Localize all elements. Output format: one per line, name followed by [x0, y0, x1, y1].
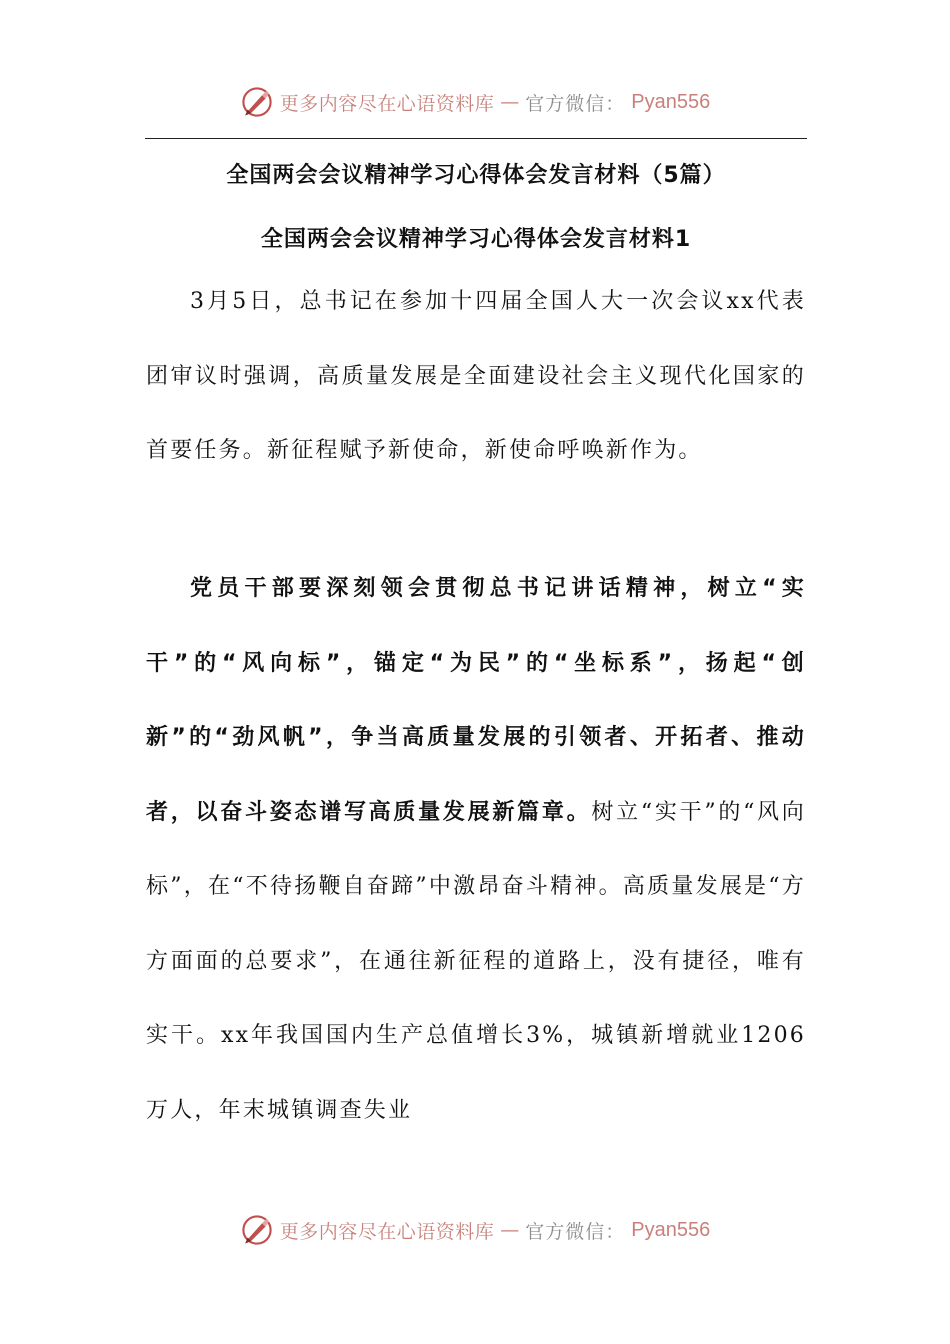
header-watermark: [0, 80, 950, 124]
paragraph-1: 3月5日，总书记在参加十四届全国人大一次会议xx代表团审议时强调，高质量发展是全面建设社会主义现代化国家的首要任务。新征程赋予新使命，新使命呼唤新作为。: [146, 289, 806, 463]
paragraph-2-rest: 树立“实干”的“风向标”，在“不待扬鞭自奋蹄”中激昂奋斗精神。高质量发展是“方方面面的总要求”，在通往新征程的道路上，没有捷径，唯有实干。xx年我国国内生产总值增长3%，城镇新增就业1206万人，年末城镇调查失业: [146, 799, 806, 1123]
paragraph-2: [146, 552, 806, 1148]
watermark-brand: 更多内容尽在心语资料库: [279, 1220, 495, 1243]
pen-circle-logo-icon: [240, 1213, 274, 1247]
paragraph-2-bold-lead: 党员干部要深刻领会贯彻总书记讲话精神，树立“实干”的“风向标”，锚定“为民”的“坐标系”，扬起“创新”的“劲风帆”，争当高质量发展的引领者、开拓者、推动者，以奋斗姿态谱写高质量发展新篇章。: [146, 576, 806, 825]
watermark-dash: —: [500, 91, 520, 113]
document-subtitle: 全国两会会议精神学习心得体会发言材料1: [260, 227, 692, 252]
watermark-brand: 更多内容尽在心语资料库: [279, 92, 495, 115]
watermark-wechat-id: Pyan556: [631, 1218, 711, 1241]
watermark-wechat-id: Pyan556: [631, 90, 711, 113]
document-title: 全国两会会议精神学习心得体会发言材料（5篇）: [226, 163, 726, 188]
pen-circle-logo-icon: [240, 85, 274, 119]
watermark-dash: —: [500, 1219, 520, 1241]
watermark-wechat-label: 官方微信：: [525, 92, 626, 115]
watermark-wechat-label: 官方微信：: [525, 1220, 626, 1243]
footer-watermark: [0, 1208, 950, 1252]
header-divider: [145, 138, 807, 139]
